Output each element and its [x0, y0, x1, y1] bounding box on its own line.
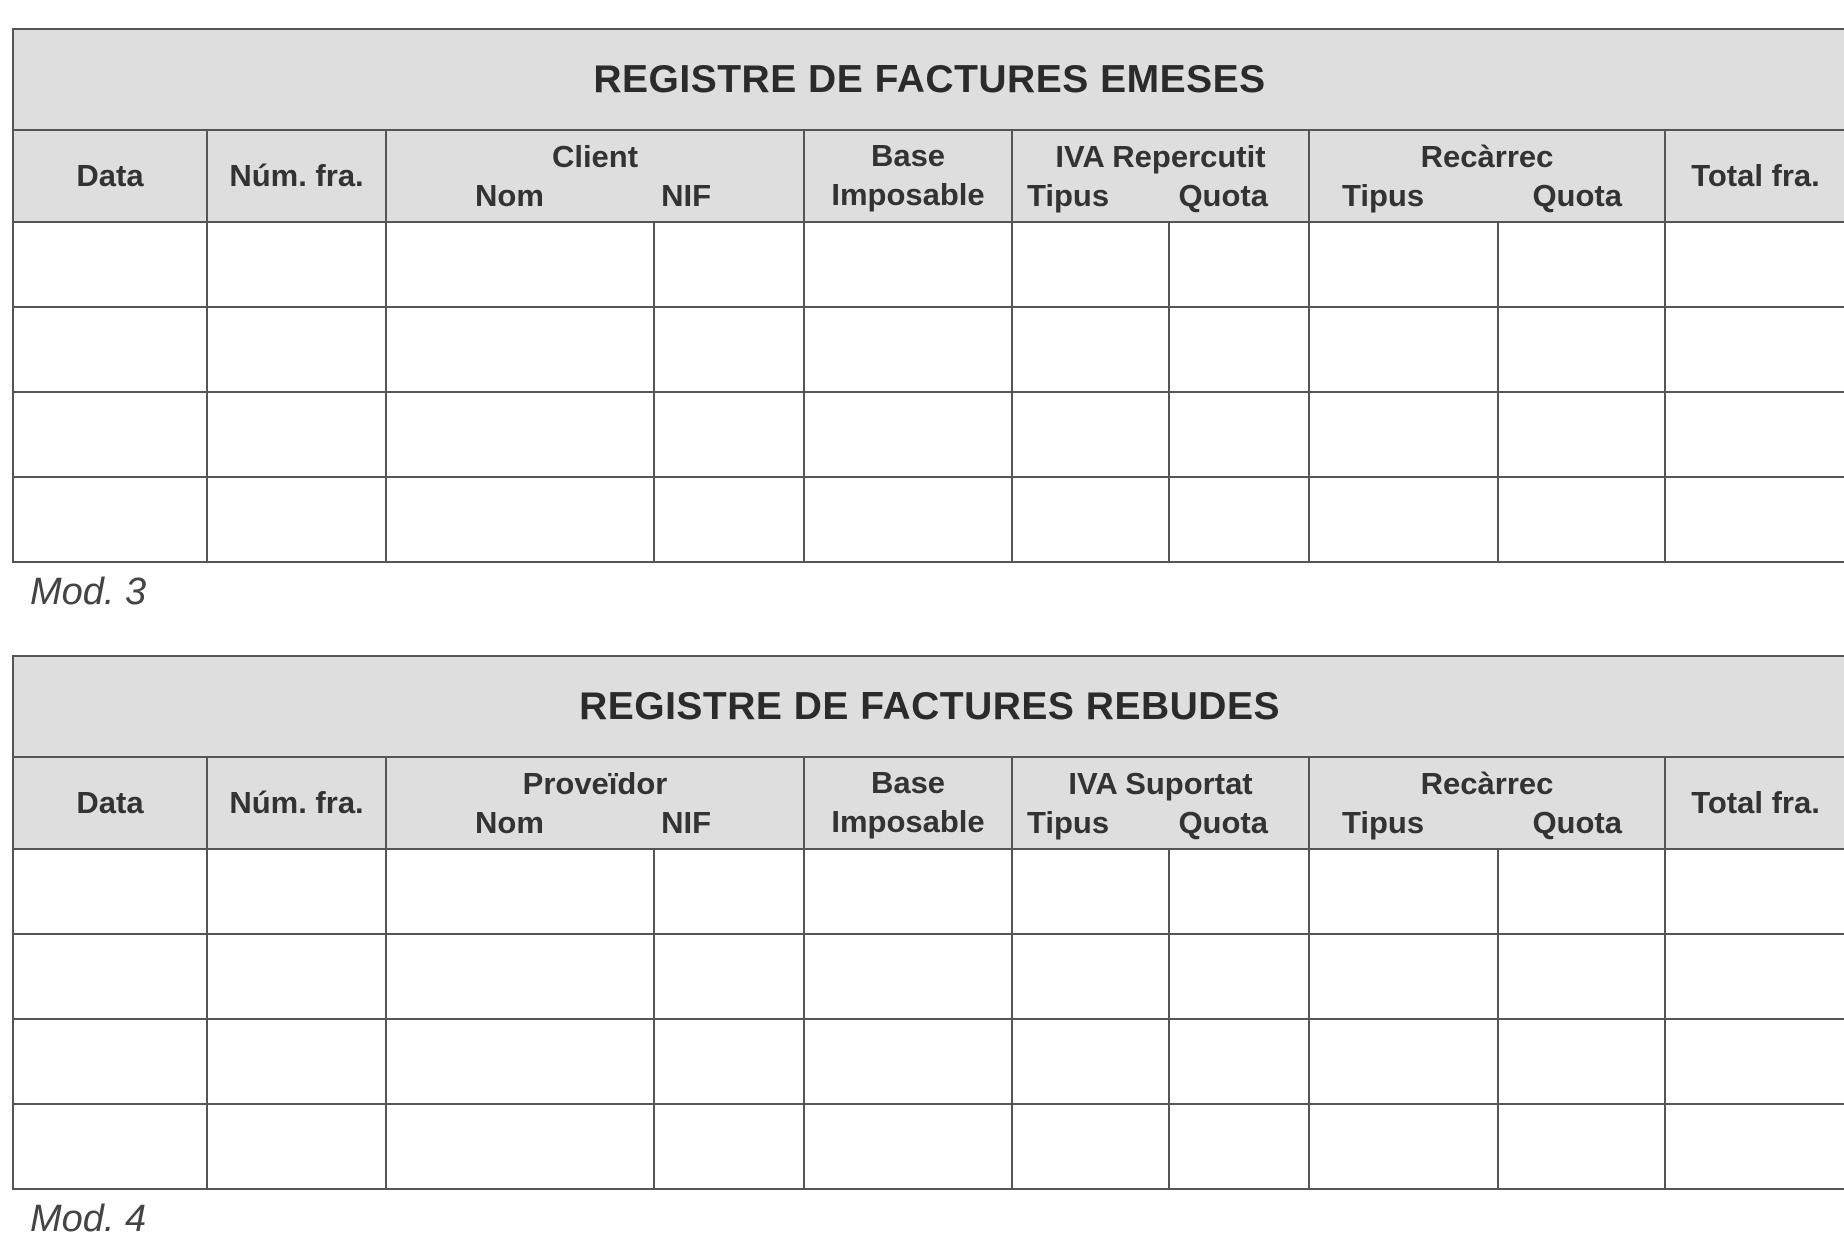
column-group-base	[804, 757, 1012, 849]
table-row	[13, 222, 1844, 307]
cell-iva-tipus[interactable]	[1012, 307, 1169, 392]
column-header-data: Data	[13, 757, 207, 849]
cell-base[interactable]	[804, 934, 1012, 1019]
cell-recarrec-quota[interactable]	[1498, 222, 1665, 307]
column-header-total: Total fra.	[1665, 130, 1844, 222]
cell-num-fra[interactable]	[207, 307, 386, 392]
cell-nom[interactable]	[386, 1104, 654, 1189]
cell-total[interactable]	[1665, 307, 1844, 392]
cell-base[interactable]	[804, 1104, 1012, 1189]
column-header-nif: NIF	[661, 178, 711, 213]
cell-recarrec-tipus[interactable]	[1309, 222, 1498, 307]
table-row	[13, 307, 1844, 392]
column-header-num-fra: Núm. fra.	[207, 757, 386, 849]
cell-data[interactable]	[13, 392, 207, 477]
register-facturas-emeses	[12, 28, 1844, 617]
cell-num-fra[interactable]	[207, 477, 386, 562]
cell-base[interactable]	[804, 307, 1012, 392]
cell-iva-quota[interactable]	[1169, 222, 1309, 307]
cell-total[interactable]	[1665, 934, 1844, 1019]
cell-num-fra[interactable]	[207, 392, 386, 477]
cell-iva-quota[interactable]	[1169, 849, 1309, 934]
cell-num-fra[interactable]	[207, 1019, 386, 1104]
column-header-iva-quota: Quota	[1178, 178, 1268, 213]
cell-nif[interactable]	[654, 849, 804, 934]
cell-total[interactable]	[1665, 477, 1844, 562]
cell-total[interactable]	[1665, 1104, 1844, 1189]
column-header-recarrec-quota: Quota	[1532, 805, 1622, 840]
cell-total[interactable]	[1665, 849, 1844, 934]
cell-base[interactable]	[804, 477, 1012, 562]
cell-recarrec-tipus[interactable]	[1309, 1019, 1498, 1104]
column-group-recarrec	[1309, 130, 1665, 222]
cell-iva-tipus[interactable]	[1012, 1019, 1169, 1104]
column-header-nom: Nom	[475, 805, 544, 840]
cell-recarrec-quota[interactable]	[1498, 1019, 1665, 1104]
column-header-total: Total fra.	[1665, 757, 1844, 849]
cell-nom[interactable]	[386, 477, 654, 562]
cell-iva-quota[interactable]	[1169, 477, 1309, 562]
base-label-line1: Base	[870, 764, 946, 800]
cell-base[interactable]	[804, 849, 1012, 934]
cell-base[interactable]	[804, 222, 1012, 307]
cell-recarrec-quota[interactable]	[1498, 849, 1665, 934]
cell-data[interactable]	[13, 222, 207, 307]
cell-recarrec-quota[interactable]	[1498, 477, 1665, 562]
table-row	[13, 1019, 1844, 1104]
cell-total[interactable]	[1665, 392, 1844, 477]
table-row	[13, 1104, 1844, 1189]
cell-data[interactable]	[13, 307, 207, 392]
cell-recarrec-tipus[interactable]	[1309, 477, 1498, 562]
column-group-client	[386, 130, 804, 222]
column-group-recarrec	[1309, 757, 1665, 849]
column-header-iva-quota: Quota	[1178, 805, 1268, 840]
cell-recarrec-tipus[interactable]	[1309, 1104, 1498, 1189]
cell-nif[interactable]	[654, 1104, 804, 1189]
cell-nif[interactable]	[654, 934, 804, 1019]
column-header-iva-tipus: Tipus	[1027, 805, 1110, 840]
cell-nom[interactable]	[386, 1019, 654, 1104]
cell-iva-tipus[interactable]	[1012, 222, 1169, 307]
cell-data[interactable]	[13, 1019, 207, 1104]
group-label-recarrec: Recàrrec	[1420, 765, 1554, 801]
cell-recarrec-tipus[interactable]	[1309, 849, 1498, 934]
cell-recarrec-quota[interactable]	[1498, 307, 1665, 392]
cell-iva-tipus[interactable]	[1012, 477, 1169, 562]
register-title: REGISTRE DE FACTURES REBUDES	[13, 656, 1844, 757]
cell-recarrec-tipus[interactable]	[1309, 934, 1498, 1019]
column-header-nom: Nom	[475, 178, 544, 213]
cell-total[interactable]	[1665, 222, 1844, 307]
group-label-iva: IVA Repercutit	[1055, 138, 1266, 174]
cell-recarrec-quota[interactable]	[1498, 392, 1665, 477]
cell-num-fra[interactable]	[207, 934, 386, 1019]
group-label-recarrec: Recàrrec	[1420, 138, 1554, 174]
cell-nif[interactable]	[654, 477, 804, 562]
cell-nom[interactable]	[386, 934, 654, 1019]
register-table	[12, 28, 1844, 563]
cell-iva-tipus[interactable]	[1012, 392, 1169, 477]
cell-iva-quota[interactable]	[1169, 307, 1309, 392]
cell-nom[interactable]	[386, 849, 654, 934]
cell-nom[interactable]	[386, 222, 654, 307]
register-title: REGISTRE DE FACTURES EMESES	[13, 29, 1844, 130]
cell-iva-quota[interactable]	[1169, 392, 1309, 477]
column-header-recarrec-tipus: Tipus	[1342, 178, 1425, 213]
cell-nif[interactable]	[654, 1019, 804, 1104]
cell-nom[interactable]	[386, 392, 654, 477]
column-header-iva-tipus: Tipus	[1027, 178, 1110, 213]
cell-iva-quota[interactable]	[1169, 934, 1309, 1019]
cell-recarrec-quota[interactable]	[1498, 934, 1665, 1019]
table-row	[13, 477, 1844, 562]
cell-data[interactable]	[13, 849, 207, 934]
cell-iva-tipus[interactable]	[1012, 934, 1169, 1019]
cell-num-fra[interactable]	[207, 1104, 386, 1189]
column-group-proveidor	[386, 757, 804, 849]
column-group-base	[804, 130, 1012, 222]
group-label-client: Client	[551, 138, 639, 174]
base-label-line2: Imposable	[831, 177, 985, 212]
cell-data[interactable]	[13, 477, 207, 562]
cell-iva-tipus[interactable]	[1012, 849, 1169, 934]
column-header-recarrec-tipus: Tipus	[1342, 805, 1425, 840]
cell-total[interactable]	[1665, 1019, 1844, 1104]
cell-recarrec-tipus[interactable]	[1309, 307, 1498, 392]
column-group-iva	[1012, 757, 1309, 849]
cell-iva-tipus[interactable]	[1012, 1104, 1169, 1189]
cell-iva-quota[interactable]	[1169, 1104, 1309, 1189]
column-header-data: Data	[13, 130, 207, 222]
cell-recarrec-tipus[interactable]	[1309, 392, 1498, 477]
cell-num-fra[interactable]	[207, 849, 386, 934]
register-table	[12, 655, 1844, 1190]
table-row	[13, 849, 1844, 934]
cell-base[interactable]	[804, 1019, 1012, 1104]
model-label: Mod. 4	[30, 1198, 147, 1240]
column-header-recarrec-quota: Quota	[1532, 178, 1622, 213]
cell-recarrec-quota[interactable]	[1498, 1104, 1665, 1189]
cell-data[interactable]	[13, 934, 207, 1019]
cell-data[interactable]	[13, 1104, 207, 1189]
cell-base[interactable]	[804, 392, 1012, 477]
cell-num-fra[interactable]	[207, 222, 386, 307]
group-label-proveidor: Proveïdor	[522, 765, 668, 801]
cell-iva-quota[interactable]	[1169, 1019, 1309, 1104]
table-row	[13, 392, 1844, 477]
cell-nif[interactable]	[654, 307, 804, 392]
cell-nif[interactable]	[654, 222, 804, 307]
cell-nif[interactable]	[654, 392, 804, 477]
group-label-iva: IVA Suportat	[1068, 765, 1253, 801]
base-label-line2: Imposable	[831, 804, 985, 839]
base-label-line1: Base	[870, 137, 946, 173]
table-row	[13, 934, 1844, 1019]
column-header-num-fra: Núm. fra.	[207, 130, 386, 222]
model-label: Mod. 3	[30, 571, 147, 613]
register-factures-rebudes	[12, 655, 1844, 1244]
cell-nom[interactable]	[386, 307, 654, 392]
column-group-iva	[1012, 130, 1309, 222]
column-header-nif: NIF	[661, 805, 711, 840]
